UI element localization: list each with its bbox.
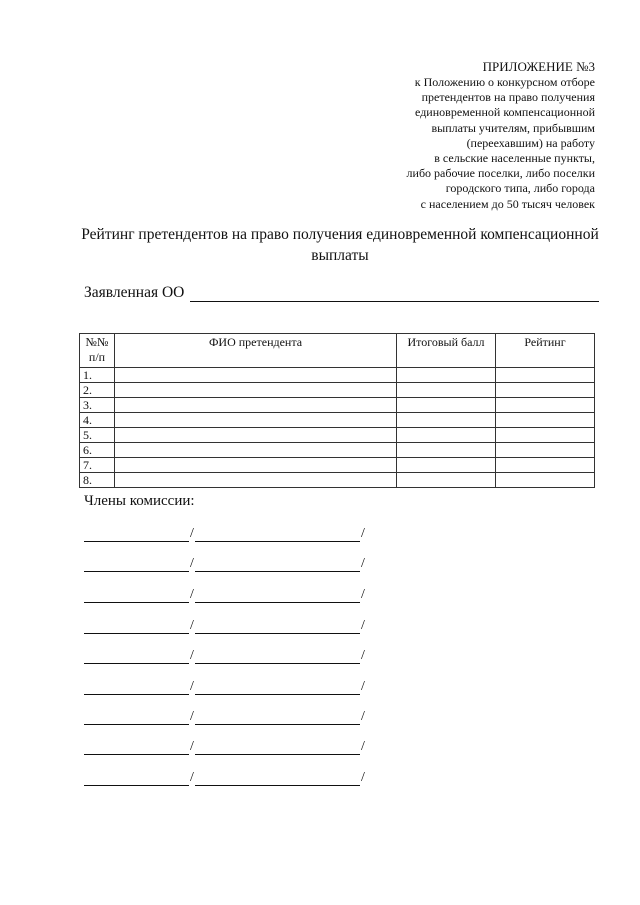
separator-slash: / bbox=[361, 709, 365, 724]
signature-line bbox=[84, 587, 366, 603]
table-row bbox=[80, 473, 595, 488]
table-row bbox=[80, 413, 595, 428]
separator-slash: / bbox=[190, 556, 194, 571]
separator-slash: / bbox=[190, 709, 194, 724]
appendix-line: (переехавшим) на работу bbox=[466, 135, 595, 150]
appendix-line: в сельские населенные пункты, bbox=[434, 151, 595, 166]
separator-slash: / bbox=[361, 739, 365, 754]
score-cell[interactable] bbox=[397, 458, 496, 473]
separator-slash: / bbox=[190, 648, 194, 663]
rating-cell[interactable] bbox=[496, 413, 595, 428]
signature-blank[interactable] bbox=[84, 528, 189, 542]
row-number: 6. bbox=[80, 443, 115, 458]
signature-blank[interactable] bbox=[84, 620, 189, 634]
separator-slash: / bbox=[190, 618, 194, 633]
name-blank[interactable] bbox=[195, 772, 360, 786]
score-cell[interactable] bbox=[397, 368, 496, 383]
signature-line bbox=[84, 618, 366, 634]
separator-slash: / bbox=[190, 587, 194, 602]
name-blank[interactable] bbox=[195, 650, 360, 664]
row-number: 4. bbox=[80, 413, 115, 428]
table-header-row bbox=[80, 334, 595, 368]
header-rating: Рейтинг bbox=[496, 334, 595, 368]
separator-slash: / bbox=[190, 770, 194, 785]
name-blank[interactable] bbox=[195, 558, 360, 572]
separator-slash: / bbox=[361, 679, 365, 694]
fio-cell[interactable] bbox=[115, 428, 397, 443]
header-number: №№ п/п bbox=[80, 334, 115, 368]
signature-blank[interactable] bbox=[84, 650, 189, 664]
score-cell[interactable] bbox=[397, 398, 496, 413]
score-cell[interactable] bbox=[397, 383, 496, 398]
signature-blank[interactable] bbox=[84, 681, 189, 695]
table-row bbox=[80, 383, 595, 398]
signature-line bbox=[84, 739, 366, 755]
table-row bbox=[80, 368, 595, 383]
appendix-line: городского типа, либо города bbox=[445, 181, 595, 196]
name-blank[interactable] bbox=[195, 589, 360, 603]
score-cell[interactable] bbox=[397, 473, 496, 488]
fio-cell[interactable] bbox=[115, 413, 397, 428]
row-number: 3. bbox=[80, 398, 115, 413]
name-blank[interactable] bbox=[195, 741, 360, 755]
table-row bbox=[80, 458, 595, 473]
signature-line bbox=[84, 556, 366, 572]
fio-cell[interactable] bbox=[115, 398, 397, 413]
header-score: Итоговый балл bbox=[397, 334, 496, 368]
separator-slash: / bbox=[190, 739, 194, 754]
appendix-header bbox=[295, 58, 595, 212]
separator-slash: / bbox=[361, 648, 365, 663]
score-cell[interactable] bbox=[397, 413, 496, 428]
rating-cell[interactable] bbox=[496, 398, 595, 413]
signature-line bbox=[84, 648, 366, 664]
rating-cell[interactable] bbox=[496, 383, 595, 398]
signature-line bbox=[84, 679, 366, 695]
org-blank-line[interactable] bbox=[190, 288, 599, 302]
name-blank[interactable] bbox=[195, 528, 360, 542]
appendix-line: к Положению о конкурсном отборе bbox=[414, 75, 595, 89]
rating-table bbox=[79, 333, 595, 488]
appendix-line: претендентов на право получения bbox=[421, 90, 595, 105]
row-number: 1. bbox=[80, 368, 115, 383]
signature-blank[interactable] bbox=[84, 589, 189, 603]
rating-cell[interactable] bbox=[496, 443, 595, 458]
org-field bbox=[84, 284, 599, 302]
appendix-line: с населением до 50 тысяч человек bbox=[420, 196, 595, 211]
appendix-line: единовременной компенсационной bbox=[415, 105, 595, 120]
table-row bbox=[80, 443, 595, 458]
separator-slash: / bbox=[361, 770, 365, 785]
separator-slash: / bbox=[361, 587, 365, 602]
signature-line bbox=[84, 526, 366, 542]
fio-cell[interactable] bbox=[115, 443, 397, 458]
name-blank[interactable] bbox=[195, 681, 360, 695]
header-fio: ФИО претендента bbox=[115, 334, 397, 368]
commission-members-title: Члены комиссии: bbox=[84, 493, 195, 509]
org-label: Заявленная ОО bbox=[84, 284, 185, 301]
row-number: 5. bbox=[80, 428, 115, 443]
score-cell[interactable] bbox=[397, 428, 496, 443]
row-number: 7. bbox=[80, 458, 115, 473]
rating-cell[interactable] bbox=[496, 428, 595, 443]
table-row bbox=[80, 428, 595, 443]
appendix-title: ПРИЛОЖЕНИЕ №3 bbox=[482, 59, 595, 74]
name-blank[interactable] bbox=[195, 711, 360, 725]
rating-cell[interactable] bbox=[496, 368, 595, 383]
separator-slash: / bbox=[190, 526, 194, 541]
separator-slash: / bbox=[361, 526, 365, 541]
document-title: Рейтинг претендентов на право получения единовременной компенсационной выплаты bbox=[81, 226, 599, 264]
signature-blank[interactable] bbox=[84, 741, 189, 755]
signature-blank[interactable] bbox=[84, 772, 189, 786]
score-cell[interactable] bbox=[397, 443, 496, 458]
separator-slash: / bbox=[361, 556, 365, 571]
signature-blank[interactable] bbox=[84, 558, 189, 572]
rating-cell[interactable] bbox=[496, 473, 595, 488]
fio-cell[interactable] bbox=[115, 383, 397, 398]
fio-cell[interactable] bbox=[115, 368, 397, 383]
fio-cell[interactable] bbox=[115, 473, 397, 488]
signature-line bbox=[84, 770, 366, 786]
fio-cell[interactable] bbox=[115, 458, 397, 473]
name-blank[interactable] bbox=[195, 620, 360, 634]
appendix-line: либо рабочие поселки, либо поселки bbox=[406, 166, 595, 181]
row-number: 8. bbox=[80, 473, 115, 488]
signature-blank[interactable] bbox=[84, 711, 189, 725]
separator-slash: / bbox=[190, 679, 194, 694]
rating-cell[interactable] bbox=[496, 458, 595, 473]
row-number: 2. bbox=[80, 383, 115, 398]
appendix-line: выплаты учителям, прибывшим bbox=[431, 120, 595, 135]
signature-line bbox=[84, 709, 366, 725]
separator-slash: / bbox=[361, 618, 365, 633]
table-row bbox=[80, 398, 595, 413]
